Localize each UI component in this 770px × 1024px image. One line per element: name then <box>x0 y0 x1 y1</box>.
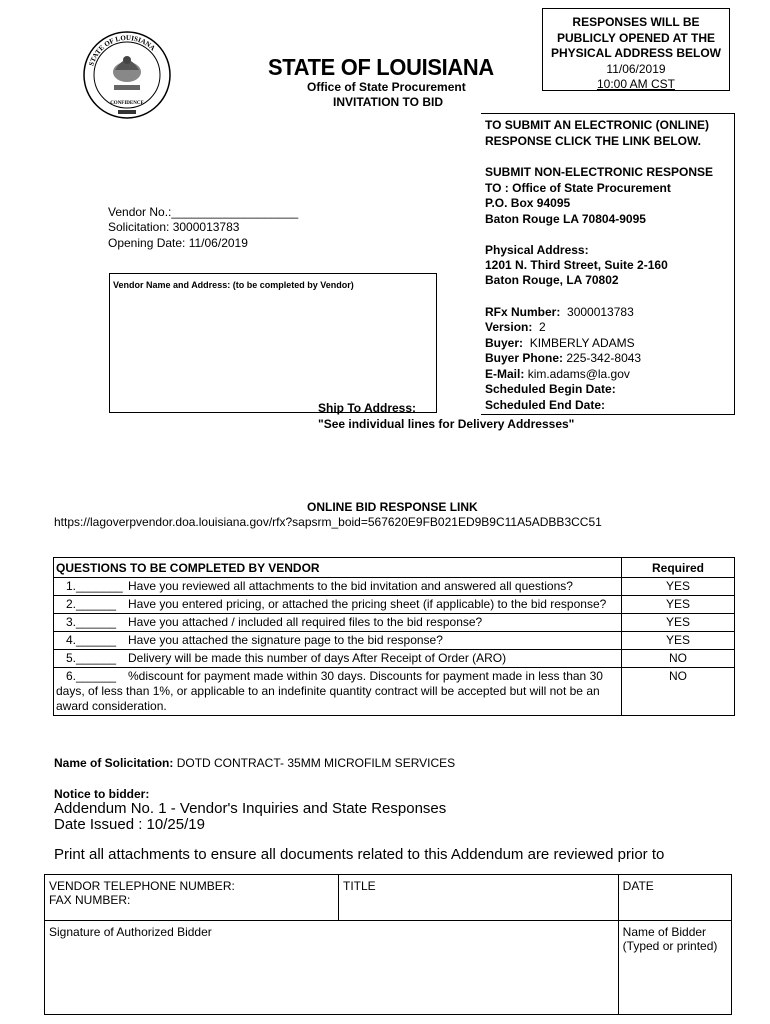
question-row <box>54 650 735 668</box>
rfx-buyer-phone: Buyer Phone: 225-342-8043 <box>485 351 642 365</box>
question-cell <box>54 632 622 650</box>
question-cell <box>54 614 622 632</box>
signature-cell[interactable] <box>45 921 619 1015</box>
office-name: Office of State Procurement <box>307 80 466 94</box>
question-row <box>54 614 735 632</box>
print-attachments-note: Print all attachments to ensure all documents related to this Addendum are reviewed prior to <box>54 846 665 863</box>
question-text: Have you attached / included all required files to the bid response? <box>128 615 483 629</box>
telephone-fax-cell[interactable] <box>45 875 339 921</box>
bidder-signature-form <box>44 874 732 1015</box>
question-cell <box>54 668 622 716</box>
fax-label: FAX NUMBER: <box>49 893 131 907</box>
bidder-name-label: Name of Bidder <box>622 925 707 939</box>
document-title: STATE OF LOUISIANA <box>268 54 494 80</box>
rfx-number: RFx Number: 3000013783 <box>485 305 634 319</box>
electronic-line1: TO SUBMIT AN ELECTRONIC (ONLINE) <box>485 118 709 132</box>
question-text: Have you entered pricing, or attached the pricing sheet (if applicable) to the bid response? <box>128 597 607 611</box>
question-row <box>54 668 735 716</box>
question-required: YES <box>622 632 735 650</box>
ship-to-label: Ship To Address: <box>318 401 417 415</box>
responses-line2: PUBLICLY OPENED AT THE <box>556 30 716 45</box>
question-required: YES <box>622 578 735 596</box>
physical-address-label: Physical Address: <box>485 243 589 257</box>
date-label: DATE <box>622 879 654 893</box>
vendor-number: Vendor No.:___________________ <box>108 205 299 219</box>
solicitation-name: Name of Solicitation: DOTD CONTRACT- 35MM MICROFILM SERVICES <box>54 756 456 770</box>
responses-line1: RESPONSES WILL BE <box>572 15 700 29</box>
signature-label: Signature of Authorized Bidder <box>49 925 212 939</box>
bidder-name-cell[interactable] <box>618 921 731 1015</box>
opening-time: 10:00 AM CST <box>596 77 676 91</box>
title-cell[interactable] <box>339 875 619 921</box>
vendor-questions-table <box>53 557 735 716</box>
telephone-label: VENDOR TELEPHONE NUMBER: <box>49 879 235 893</box>
physical-city: Baton Rouge, LA 70802 <box>485 273 619 287</box>
online-bid-link[interactable]: https://lagoverpvendor.doa.louisiana.gov/rfx?sapsrm_boid=567620E9FB021ED9B9C11A5ADBB3CC51 <box>54 515 602 529</box>
question-required: YES <box>622 596 735 614</box>
rfx-begin-date: Scheduled Begin Date: <box>485 382 616 396</box>
question-cell <box>54 578 622 596</box>
question-cell <box>54 596 622 614</box>
question-text: Delivery will be made this number of days After Receipt of Order (ARO) <box>128 651 507 665</box>
rfx-email: E-Mail: kim.adams@la.gov <box>485 367 630 381</box>
rfx-version: Version: 2 <box>485 320 546 334</box>
po-city: Baton Rouge LA 70804-9095 <box>485 212 646 226</box>
title-label: TITLE <box>343 879 376 893</box>
vendor-name-address-label: Vendor Name and Address: (to be completed by Vendor) <box>113 280 354 290</box>
non-electronic-line1: SUBMIT NON-ELECTRONIC RESPONSE <box>485 165 714 179</box>
question-text: Have you reviewed all attachments to the bid invitation and answered all questions? <box>128 579 573 593</box>
question-required: YES <box>622 614 735 632</box>
po-box: P.O. Box 94095 <box>485 196 571 210</box>
physical-street: 1201 N. Third Street, Suite 2-160 <box>485 258 668 272</box>
responses-line3: PHYSICAL ADDRESS BELOW <box>550 46 721 60</box>
vendor-name-address-box[interactable] <box>109 273 437 413</box>
louisiana-state-seal <box>82 30 172 120</box>
required-heading: Required <box>622 558 735 578</box>
question-answer-blank[interactable]: 6.______ <box>66 669 117 683</box>
question-row <box>54 632 735 650</box>
non-electronic-line2: TO : Office of State Procurement <box>485 181 671 195</box>
svg-text:CONFIDENCE: CONFIDENCE <box>110 101 144 106</box>
rfx-buyer: Buyer: KIMBERLY ADAMS <box>485 336 635 350</box>
solicitation-number: Solicitation: 3000013783 <box>108 220 240 234</box>
question-row <box>54 578 735 596</box>
document-type: INVITATION TO BID <box>333 95 443 109</box>
addendum-date: Date Issued : 10/25/19 <box>54 816 205 833</box>
electronic-line2: RESPONSE CLICK THE LINK BELOW. <box>485 134 702 148</box>
notice-to-bidder-label: Notice to bidder: <box>54 787 150 801</box>
opening-date-line: Opening Date: 11/06/2019 <box>108 236 248 250</box>
online-link-heading: ONLINE BID RESPONSE LINK <box>307 500 478 514</box>
question-required: NO <box>622 650 735 668</box>
question-required: NO <box>622 668 735 716</box>
opening-date: 11/06/2019 <box>606 61 666 76</box>
question-text: %discount for payment made within 30 days. Discounts for payment made in less than 30 days, of less than 1%, or applicable to an indefinite quantity contract will be accepted but will not be an award consideration. <box>56 669 603 713</box>
questions-heading: QUESTIONS TO BE COMPLETED BY VENDOR <box>54 558 622 578</box>
question-cell <box>54 650 622 668</box>
rfx-end-date: Scheduled End Date: <box>485 398 606 412</box>
question-answer-blank[interactable]: 1._______ <box>66 579 123 593</box>
question-answer-blank[interactable]: 4.______ <box>66 633 117 647</box>
svg-text:STATE OF LOUISIANA: STATE OF LOUISIANA <box>87 33 157 67</box>
question-answer-blank[interactable]: 2.______ <box>66 597 117 611</box>
question-answer-blank[interactable]: 3.______ <box>66 615 117 629</box>
date-cell[interactable] <box>618 875 731 921</box>
responses-notice-box <box>542 8 730 91</box>
question-text: Have you attached the signature page to the bid response? <box>128 633 443 647</box>
question-row <box>54 596 735 614</box>
ship-to-value: "See individual lines for Delivery Addresses" <box>318 417 575 431</box>
typed-or-printed-label: (Typed or printed) <box>622 939 718 953</box>
question-answer-blank[interactable]: 5.______ <box>66 651 117 665</box>
addendum-title: Addendum No. 1 - Vendor's Inquiries and State Responses <box>54 800 447 817</box>
